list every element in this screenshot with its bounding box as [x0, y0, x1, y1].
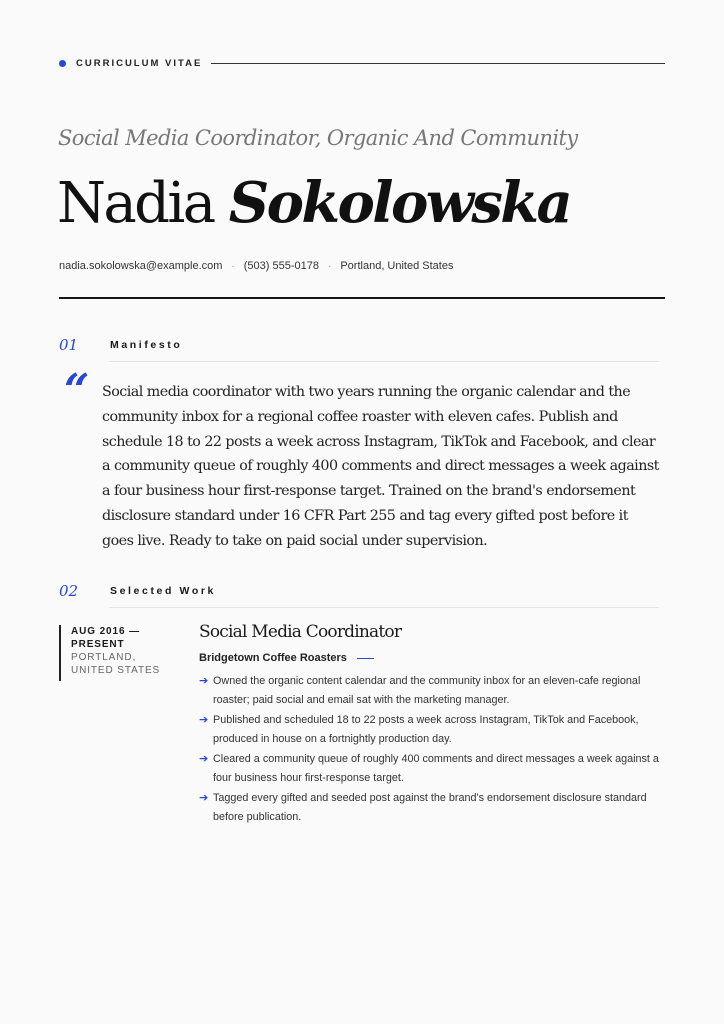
bullet-text: Published and scheduled 18 to 22 posts a week across Instagram, TikTok and Facebook, produced in house on a fortnightly production day. — [213, 714, 639, 745]
list-item — [199, 672, 669, 709]
arrow-right-icon: ➔ — [199, 675, 209, 687]
company-line — [199, 652, 374, 664]
list-item — [199, 750, 669, 787]
section-heading-manifesto — [59, 335, 659, 355]
bullet-text: Tagged every gifted and seeded post against the brand's endorsement disclosure standard before publication. — [213, 792, 647, 823]
top-rule — [211, 63, 665, 64]
bullet-text: Cleared a community queue of roughly 400 comments and direct messages a week against a four business hour first-response target. — [213, 753, 659, 784]
arrow-right-icon: ➔ — [199, 792, 209, 804]
entry-location: PORTLAND, — [71, 652, 137, 663]
last-name: Sokolowska — [228, 170, 571, 236]
top-bar — [59, 56, 665, 70]
arrow-right-icon: ➔ — [199, 714, 209, 726]
contact-separator: · — [328, 260, 332, 272]
section-title: Selected Work — [110, 585, 216, 597]
manifesto-text: Social media coordinator with two years running the organic calendar and the community inbox for a regional coffee roaster with eleven cafes. Publish and schedule 18 to 22 posts a week across Instagram, TikTok and Facebook, and clear a community queue of roughly 400 comments and direct messages a week against a four business hour first-response target. Trained on the brand's endorsement disclosure standard under 16 CFR Part 255 and tag every gifted post before it goes live. Ready to take on paid social under supervision. — [102, 384, 659, 549]
accent-dot-icon — [59, 60, 66, 67]
entry-date: AUG 2016 — — [71, 626, 141, 637]
achievement-list — [199, 672, 669, 828]
section-number: 01 — [59, 336, 79, 354]
list-item — [199, 711, 669, 748]
section-rule — [109, 607, 659, 608]
entry-location: UNITED STATES — [71, 665, 161, 676]
phone-link[interactable]: (503) 555-0178 — [243, 260, 319, 272]
section-heading-work — [59, 581, 659, 601]
section-number: 02 — [59, 582, 79, 600]
location-text: Portland, United States — [340, 260, 454, 272]
company-name: Bridgetown Coffee Roasters — [199, 652, 347, 664]
header-divider — [59, 297, 665, 299]
arrow-right-icon: ➔ — [199, 753, 209, 765]
contact-separator: · — [231, 260, 235, 272]
entry-meta — [59, 625, 160, 681]
quote-icon: “ — [64, 365, 90, 416]
email-link[interactable]: nadia.sokolowska@example.com — [59, 260, 223, 272]
job-subtitle: Social Media Coordinator, Organic And Community — [58, 126, 578, 150]
list-item — [199, 789, 669, 826]
company-dash — [357, 658, 374, 659]
contact-line — [59, 260, 665, 272]
cv-label: CURRICULUM VITAE — [76, 57, 203, 69]
bullet-text: Owned the organic content calendar and the community inbox for an eleven-cafe regional roaster; paid social and email sat with the marketing manager. — [213, 675, 641, 706]
section-rule — [109, 361, 659, 362]
role-title: Social Media Coordinator — [199, 622, 402, 642]
section-title: Manifesto — [110, 339, 183, 351]
full-name — [57, 163, 677, 244]
entry-date: PRESENT — [71, 639, 125, 650]
first-name: Nadia — [57, 171, 214, 236]
